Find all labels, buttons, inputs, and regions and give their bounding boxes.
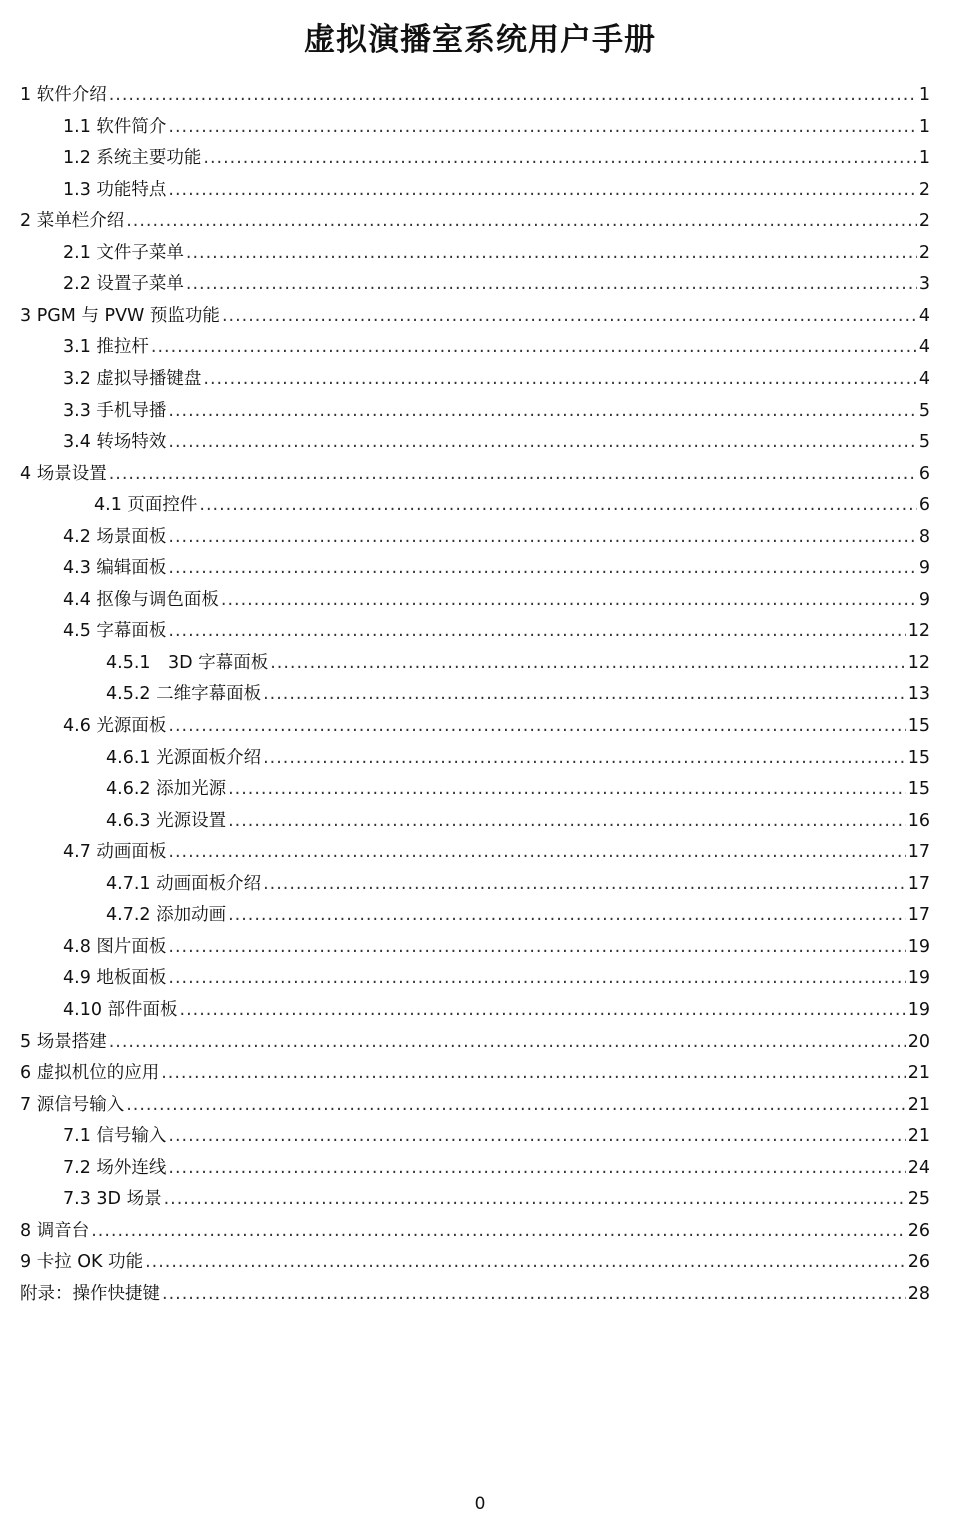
toc-entry-page: 12 (907, 621, 930, 642)
toc-entry-page: 19 (907, 968, 930, 989)
toc-entry-label: 3.4 转场特效 (63, 432, 167, 453)
toc-entry-label: 附录：操作快捷键 (20, 1283, 160, 1304)
toc-dot-leader (168, 396, 916, 427)
toc-entry[interactable] (20, 206, 930, 237)
toc-dot-leader (168, 522, 916, 553)
toc-entry[interactable] (63, 1153, 930, 1184)
toc-entry-page: 4 (918, 337, 930, 358)
toc-entry-page: 6 (918, 463, 930, 484)
toc-entry-page: 26 (907, 1252, 930, 1273)
toc-entry-page: 19 (907, 999, 930, 1020)
toc-entry[interactable] (63, 396, 930, 427)
toc-entry-label: 1.1 软件简介 (63, 116, 167, 137)
toc-entry-page: 2 (918, 242, 930, 263)
toc-entry-page: 15 (907, 779, 930, 800)
toc-entry-label: 4.6.3 光源设置 (106, 810, 227, 831)
toc-entry-label: 1.2 系统主要功能 (63, 148, 202, 169)
toc-dot-leader (263, 869, 906, 900)
toc-entry-page: 15 (907, 716, 930, 736)
toc-entry[interactable] (106, 743, 930, 774)
toc-dot-leader (199, 490, 916, 521)
toc-entry-label: 7.3 3D 场景 (63, 1189, 162, 1210)
toc-entry[interactable] (20, 1216, 930, 1247)
toc-entry-page: 26 (907, 1220, 930, 1241)
toc-dot-leader (228, 900, 906, 931)
toc-entry-label: 4.8 图片面板 (63, 936, 167, 957)
toc-dot-leader (162, 1279, 906, 1310)
page-number: 0 (474, 1494, 486, 1514)
toc-entry-page: 19 (907, 936, 930, 957)
toc-entry[interactable] (63, 1121, 930, 1152)
toc-entry-label: 4.4 抠像与调色面板 (63, 589, 219, 610)
toc-dot-leader (168, 711, 905, 742)
toc-entry-label: 3.2 虚拟导播键盘 (63, 368, 202, 389)
toc-entry-page: 17 (907, 873, 930, 894)
toc-dot-leader (186, 269, 917, 300)
toc-dot-leader (203, 143, 916, 174)
toc-dot-leader (222, 301, 917, 332)
toc-entry[interactable] (63, 963, 930, 994)
toc-entry[interactable] (20, 301, 930, 332)
toc-entry-label: 4.6 光源面板 (63, 716, 167, 736)
toc-entry[interactable] (63, 269, 930, 300)
toc-entry[interactable] (63, 553, 930, 584)
toc-dot-leader (109, 1027, 906, 1058)
toc-entry[interactable] (63, 616, 930, 647)
toc-entry-label: 3 PGM 与 PVW 预监功能 (20, 305, 220, 326)
toc-entry[interactable] (63, 711, 930, 742)
document-title: 虚拟演播室系统用户手册 (304, 22, 656, 58)
toc-entry-page: 5 (918, 400, 930, 421)
toc-entry-page: 21 (907, 1094, 930, 1115)
toc-dot-leader (263, 743, 906, 774)
toc-dot-leader (270, 648, 906, 679)
toc-dot-leader (168, 837, 905, 868)
toc-entry-page: 8 (918, 526, 930, 547)
toc-dot-leader (168, 427, 916, 458)
toc-entry-label: 4.6.1 光源面板介绍 (106, 747, 262, 768)
toc-entry-page: 25 (907, 1189, 930, 1210)
toc-entry[interactable] (20, 80, 930, 111)
toc-entry-page: 2 (918, 179, 930, 200)
toc-entry-page: 17 (907, 905, 930, 926)
toc-entry[interactable] (63, 112, 930, 143)
toc-entry-page: 1 (918, 85, 930, 105)
toc-entry-page: 9 (918, 589, 930, 610)
toc-entry-label: 4.2 场景面板 (63, 526, 167, 547)
toc-entry-page: 12 (907, 652, 930, 673)
toc-entry[interactable] (63, 364, 930, 395)
toc-dot-leader (263, 679, 906, 710)
toc-entry-page: 1 (918, 148, 930, 169)
toc-entry-label: 2.1 文件子菜单 (63, 242, 184, 263)
toc-entry-page: 17 (907, 842, 930, 863)
toc-entry-page: 1 (918, 116, 930, 137)
toc-entry[interactable] (63, 932, 930, 963)
toc-entry-page: 4 (918, 305, 930, 326)
toc-entry-page: 6 (918, 495, 930, 516)
toc-dot-leader (203, 364, 916, 395)
toc-entry[interactable] (106, 774, 930, 805)
toc-dot-leader (168, 932, 905, 963)
toc-entry-label: 8 调音台 (20, 1220, 90, 1241)
toc-entry[interactable] (63, 143, 930, 174)
toc-entry-label: 4.1 页面控件 (94, 495, 198, 516)
toc-entry-page: 5 (918, 432, 930, 453)
toc-entry[interactable] (20, 1027, 930, 1058)
toc-entry-label: 4.7.2 添加动画 (106, 905, 227, 926)
toc-dot-leader (168, 175, 916, 206)
toc-entry-label: 4.5.2 二维字幕面板 (106, 684, 262, 705)
toc-entry-page: 9 (918, 558, 930, 579)
toc-dot-leader (164, 1184, 906, 1215)
toc-entry-label: 7 源信号输入 (20, 1094, 125, 1115)
toc-entry[interactable] (106, 648, 930, 679)
toc-entry-label: 4.6.2 添加光源 (106, 779, 227, 800)
toc-dot-leader (168, 553, 916, 584)
toc-entry-label: 4.10 部件面板 (63, 999, 178, 1020)
toc-dot-leader (180, 995, 906, 1026)
toc-entry-label: 3.1 推拉杆 (63, 337, 149, 358)
toc-entry-label: 7.2 场外连线 (63, 1157, 167, 1178)
toc-dot-leader (168, 112, 916, 143)
toc-dot-leader (126, 206, 917, 237)
toc-entry[interactable] (94, 490, 930, 521)
toc-entry-label: 3.3 手机导播 (63, 400, 167, 421)
toc-dot-leader (221, 585, 917, 616)
toc-entry-label: 4.5 字幕面板 (63, 621, 167, 642)
toc-entry-label: 4.7 动画面板 (63, 842, 167, 863)
toc-entry-page: 13 (907, 684, 930, 705)
toc-entry[interactable] (20, 1247, 930, 1278)
toc-entry-page: 16 (907, 810, 930, 831)
toc-entry[interactable] (63, 332, 930, 363)
toc-entry-label: 4.9 地板面板 (63, 968, 167, 989)
toc-dot-leader (126, 1090, 906, 1121)
toc-entry[interactable] (20, 459, 930, 490)
toc-entry-label: 7.1 信号输入 (63, 1126, 167, 1147)
toc-entry-label: 4.3 编辑面板 (63, 558, 167, 579)
toc-entry[interactable] (63, 175, 930, 206)
toc-dot-leader (109, 459, 917, 490)
toc-entry[interactable] (106, 806, 930, 837)
toc-entry[interactable] (63, 427, 930, 458)
toc-dot-leader (168, 1121, 905, 1152)
toc-dot-leader (168, 963, 905, 994)
toc-entry-page: 2 (918, 211, 930, 232)
toc-entry-page: 20 (907, 1031, 930, 1052)
toc-entry-label: 6 虚拟机位的应用 (20, 1063, 160, 1084)
toc-entry[interactable] (20, 1090, 930, 1121)
toc-entry-page: 21 (907, 1063, 930, 1084)
toc-entry-label: 4.7.1 动画面板介绍 (106, 873, 262, 894)
toc-entry[interactable] (20, 1058, 930, 1089)
toc-entry-label: 4.5.1 3D 字幕面板 (106, 652, 269, 673)
toc-entry[interactable] (106, 900, 930, 931)
toc-entry[interactable] (63, 522, 930, 553)
toc-entry[interactable] (63, 238, 930, 269)
toc-entry-label: 4 场景设置 (20, 463, 107, 484)
toc-entry-page: 3 (918, 274, 930, 295)
toc-entry-page: 15 (907, 747, 930, 768)
toc-dot-leader (186, 238, 917, 269)
toc-entry-label: 2 菜单栏介绍 (20, 211, 125, 232)
toc-entry-label: 1.3 功能特点 (63, 179, 167, 200)
toc-dot-leader (228, 806, 906, 837)
toc-entry-page: 21 (907, 1126, 930, 1147)
toc-dot-leader (168, 616, 905, 647)
toc-dot-leader (145, 1247, 906, 1278)
toc-entry[interactable] (63, 1184, 930, 1215)
toc-dot-leader (109, 80, 917, 111)
toc-entry-page: 24 (907, 1157, 930, 1178)
toc-entry-page: 4 (918, 368, 930, 389)
toc-entry[interactable] (20, 1279, 930, 1310)
toc-dot-leader (168, 1153, 905, 1184)
toc-entry-label: 2.2 设置子菜单 (63, 274, 184, 295)
toc-entry[interactable] (106, 869, 930, 900)
toc-entry-page: 28 (907, 1283, 930, 1304)
toc-dot-leader (91, 1216, 906, 1247)
toc-dot-leader (228, 774, 906, 805)
toc-entry[interactable] (63, 585, 930, 616)
toc-entry[interactable] (63, 995, 930, 1026)
toc-entry[interactable] (106, 679, 930, 710)
toc-entry-label: 1 软件介绍 (20, 85, 107, 105)
toc-dot-leader (151, 332, 917, 363)
toc-dot-leader (161, 1058, 906, 1089)
toc-entry-label: 5 场景搭建 (20, 1031, 107, 1052)
toc-entry-label: 9 卡拉 OK 功能 (20, 1252, 144, 1273)
toc-entry[interactable] (63, 837, 930, 868)
